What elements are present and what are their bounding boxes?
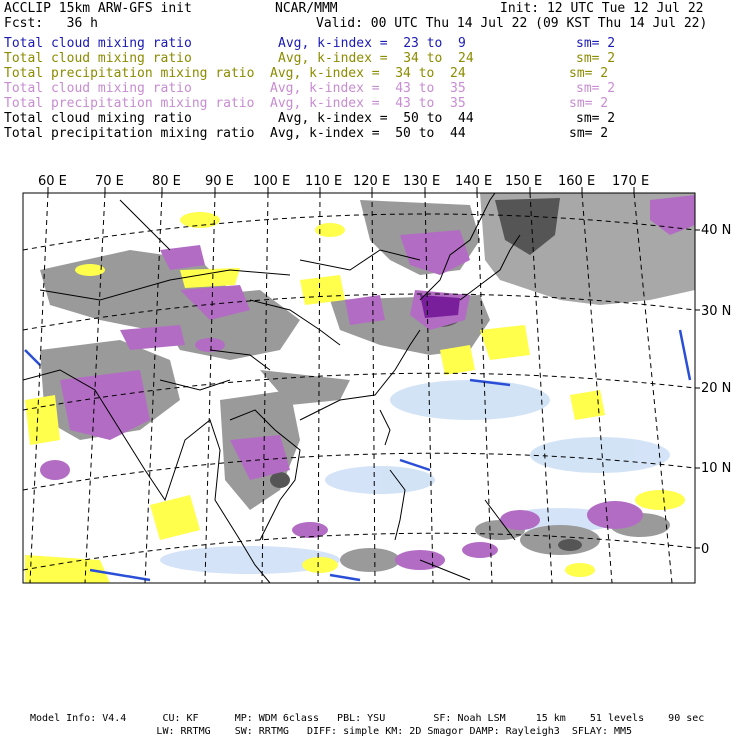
lon-label: 90 E: [205, 174, 234, 189]
legend-avg: Avg, k-index = 43 to 35: [270, 81, 466, 96]
lon-label: 60 E: [38, 174, 67, 189]
legend-field: Total cloud mixing ratio: [4, 51, 192, 66]
legend-avg: Avg, k-index = 50 to 44: [278, 111, 474, 126]
data-center: NCAR/MMM: [275, 1, 338, 16]
legend-avg: Avg, k-index = 34 to 24: [270, 66, 466, 81]
legend-sm: sm= 2: [576, 111, 616, 126]
lat-label: 0: [701, 542, 710, 557]
lat-label: 30 N: [701, 304, 732, 319]
legend-sm: sm= 2: [576, 51, 616, 66]
init-time: Init: 12 UTC Tue 12 Jul 22: [500, 1, 704, 16]
lon-label: 110 E: [305, 174, 343, 189]
lon-label: 160 E: [558, 174, 596, 189]
lon-label: 80 E: [152, 174, 181, 189]
legend-avg: Avg, k-index = 23 to 9: [278, 36, 466, 51]
lon-label: 120 E: [353, 174, 391, 189]
valid-time: Valid: 00 UTC Thu 14 Jul 22 (09 KST Thu 14 Jul 22): [316, 16, 708, 31]
lon-label: 150 E: [505, 174, 543, 189]
lon-label: 100 E: [253, 174, 291, 189]
legend-sm: sm= 2: [576, 81, 616, 96]
map-title: ACCLIP 15km ARW-GFS init: [4, 1, 192, 16]
latitude-labels: [701, 223, 731, 557]
deep-purple-core: [420, 295, 460, 318]
model-info-line2: LW: RRTMG SW: RRTMG DIFF: simple KM: 2D Smagor DAMP: Rayleigh3 SFLAY: MM5: [30, 726, 633, 737]
legend-field: Total cloud mixing ratio: [4, 36, 192, 51]
legend-field: Total precipitation mixing ratio: [4, 66, 255, 81]
lon-label: 170 E: [612, 174, 650, 189]
legend-avg: Avg, k-index = 43 to 35: [270, 96, 466, 111]
legend-field: Total precipitation mixing ratio: [4, 96, 255, 111]
legend-avg: Avg, k-index = 34 to 24: [278, 51, 474, 66]
lat-label: 10 N: [701, 461, 732, 476]
lon-label: 130 E: [403, 174, 441, 189]
legend-sm: sm= 2: [569, 66, 609, 81]
legend-field: Total cloud mixing ratio: [4, 111, 192, 126]
lon-label: 70 E: [95, 174, 124, 189]
forecast-hour: Fcst: 36 h: [4, 16, 98, 31]
legend-avg: Avg, k-index = 50 to 44: [270, 126, 466, 141]
lat-label: 40 N: [701, 223, 732, 238]
map-content: [23, 193, 695, 583]
legend-field: Total cloud mixing ratio: [4, 81, 192, 96]
lat-label: 20 N: [701, 381, 732, 396]
model-info-line1: Model Info: V4.4 CU: KF MP: WDM 6class PBL: YSU SF: Noah LSM 15 km 51 levels 90 sec: [30, 713, 705, 724]
lon-label: 140 E: [455, 174, 493, 189]
longitude-labels: [38, 174, 649, 189]
legend-sm: sm= 2: [576, 36, 616, 51]
legend-field: Total precipitation mixing ratio: [4, 126, 255, 141]
legend-sm: sm= 2: [569, 96, 609, 111]
legend-sm: sm= 2: [569, 126, 609, 141]
